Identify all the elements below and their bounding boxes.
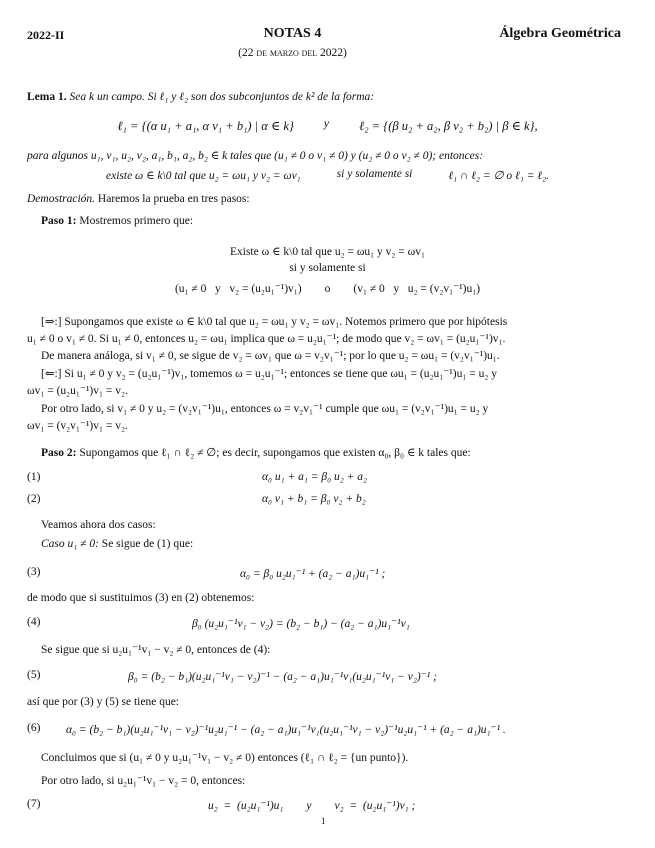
display-line-2: si y solamente si: [289, 262, 366, 274]
equation-1: α₀ u₁ + a₁ = β₀ u₂ + a₂: [262, 471, 368, 483]
paragraph-line: Veamos ahora dos casos:: [41, 519, 156, 531]
paragraph-line: [⇐:] Si u₁ ≠ 0 y v₂ = (u₂u₁⁻¹)v₁, tomemos ω = u₂u₁⁻¹; entonces se tiene que ωu₁ = (u₂u₁⁻¹)u₁ = u₂ y: [41, 368, 497, 380]
lemma-statement-a: existe ω ∈ k\0 tal que u₂ = ωu₁ y v₂ = ωv₁: [106, 170, 301, 182]
step2-text: Supongamos que ℓ₁ ∩ ℓ₂ ≠ ∅; es decir, supongamos que existen α₀, β₀ ∈ k tales que:: [76, 447, 471, 459]
lemma-definitions: [0, 118, 655, 134]
lemma-label: Lema 1.: [27, 91, 67, 103]
course-name: Álgebra Geométrica: [499, 26, 621, 41]
paragraph-line: u₁ ≠ 0 o v₁ ≠ 0. Si u₁ ≠ 0, entonces u₂ = ωu₁ implica que ω = u₂u₁⁻¹; de modo que v₂ = ωv₁ = (u₂u₁⁻¹)v₁.: [27, 333, 506, 345]
lemma-conditions: para algunos u₁, v₁, u₂, v₂, a₁, b₁, a₂, b₂ ∈ k tales que (u₁ ≠ 0 o v₁ ≠ 0) y (u₂ ≠ 0 o v₂ ≠ 0); entonces:: [27, 150, 484, 162]
lemma-statement-c: ℓ₁ ∩ ℓ₂ = ∅ o ℓ₁ = ℓ₂.: [448, 170, 549, 182]
paragraph-line: así que por (3) y (5) se tiene que:: [27, 696, 180, 708]
paragraph-line: Concluimos que si (u₁ ≠ 0 y u₂u₁⁻¹v₁ − v₂ ≠ 0) entonces (ℓ₁ ∩ ℓ₂ = {un punto}).: [41, 752, 409, 764]
equation-number: (6): [27, 722, 41, 734]
page-number: 1: [321, 816, 326, 826]
display-line-3: (u₁ ≠ 0 y v₂ = (u₂u₁⁻¹)v₁) o (v₁ ≠ 0 y u₂ = (v₂v₁⁻¹)u₁): [174, 283, 481, 295]
step1-text: Mostremos primero que:: [76, 215, 194, 227]
equation-6: α₀ = (b₂ − b₁)(u₂u₁⁻¹v₁ − v₂)⁻¹u₂u₁⁻¹ − (a₂ − a₁)u₁⁻¹v₁(u₂u₁⁻¹v₁ − v₂)⁻¹u₂u₁⁻¹ + (a₂ − a₁)u₁⁻¹ .: [66, 724, 506, 736]
equation-number: (7): [27, 798, 41, 810]
paragraph-line: Por otro lado, si u₂u₁⁻¹v₁ − v₂ = 0, entonces:: [41, 775, 246, 787]
semester: 2022-II: [27, 28, 65, 42]
proof-intro: Haremos la prueba en tres pasos:: [95, 193, 250, 205]
proof-label: Demostración.: [27, 193, 96, 205]
equation-number: (4): [27, 616, 41, 628]
lemma-def2: ℓ₂ = {(β u₂ + a₂, β v₂ + b₂) | β ∈ k},: [359, 119, 538, 133]
equation-5: β₀ = (b₂ − b₁)(u₂u₁⁻¹v₁ − v₂)⁻¹ − (a₂ − a₁)u₁⁻¹v₁(u₂u₁⁻¹v₁ − v₂)⁻¹ ;: [128, 671, 437, 683]
lemma-intro: Sea k un campo. Si ℓ₁ y ℓ₂ son dos subconjuntos de k² de la forma:: [69, 91, 375, 103]
paragraph-line: Se sigue que si u₂u₁⁻¹v₁ − v₂ ≠ 0, entonces de (4):: [41, 644, 271, 656]
equation-number: (3): [27, 566, 41, 578]
equation-number: (1): [27, 471, 41, 483]
paragraph-line: de modo que si sustituimos (3) en (2) obtenemos:: [27, 592, 255, 604]
equation-7: u₂ = (u₂u₁⁻¹)u₁ y v₂ = (u₂u₁⁻¹)v₁ ;: [208, 800, 416, 812]
equation-2: α₀ v₁ + b₁ = β₀ v₂ + b₂: [262, 493, 366, 505]
paragraph-line: De manera análoga, si v₁ ≠ 0, se sigue de v₂ = ωv₁ que ω = v₂v₁⁻¹; por lo que u₂ = ωu₁ = (v₂v₁⁻¹)u₁.: [41, 350, 500, 362]
case-label: Caso u₁ ≠ 0:: [41, 538, 99, 550]
lemma-def1: ℓ₁ = {(α u₁ + a₁, α v₁ + b₁) | α ∈ k}: [117, 119, 294, 133]
equation-number: (5): [27, 669, 41, 681]
paragraph-line: [⇒:] Supongamos que existe ω ∈ k\0 tal que u₂ = ωu₁ y v₂ = ωv₁. Notemos primero que por hipótesis: [41, 316, 508, 328]
paragraph-line: ωv₁ = (v₂v₁⁻¹)v₁ = v₂.: [27, 420, 128, 432]
step1-label: Paso 1:: [41, 215, 77, 227]
equation-3: α₀ = β₀ u₂u₁⁻¹ + (a₂ − a₁)u₁⁻¹ ;: [240, 568, 386, 580]
step2-label: Paso 2:: [41, 447, 77, 459]
lemma-statement: [0, 168, 655, 182]
page-title: NOTAS 4: [263, 26, 322, 41]
case-text: Se sigue de (1) que:: [98, 538, 194, 550]
paragraph-line: ωv₁ = (u₂u₁⁻¹)v₁ = v₂.: [27, 385, 128, 397]
paragraph-line: Por otro lado, si v₁ ≠ 0 y u₂ = (v₂v₁⁻¹)u₁, entonces ω = v₂v₁⁻¹ cumple que ωu₁ = (v₂v₁⁻¹)u₁ = u₂ y: [41, 403, 489, 415]
equation-number: (2): [27, 493, 41, 505]
equation-4: β₀ (u₂u₁⁻¹v₁ − v₂) = (b₂ − b₁) − (a₂ − a₁)u₁⁻¹v₁: [192, 618, 410, 630]
lemma-statement-b: si y solamente si: [336, 168, 413, 180]
date: (22 de marzo del 2022): [238, 47, 347, 59]
display-line-1: Existe ω ∈ k\0 tal que u₂ = ωu₁ y v₂ = ωv₁: [229, 246, 426, 258]
lemma-y: y: [323, 118, 329, 130]
